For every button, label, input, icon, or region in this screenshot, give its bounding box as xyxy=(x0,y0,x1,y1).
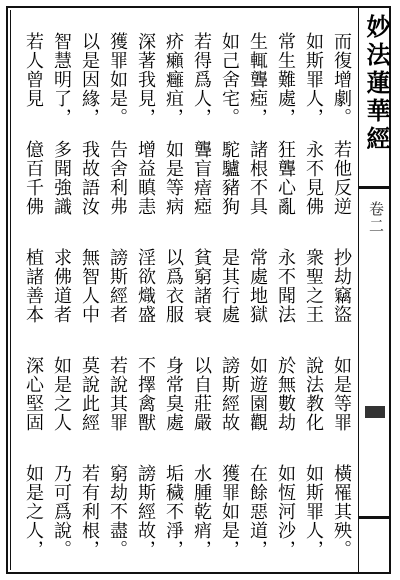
fishtail-mark-top xyxy=(359,186,391,189)
verse-line: 若人曾見 xyxy=(23,32,44,108)
verse-line: 疥癩癰疽， xyxy=(163,32,184,127)
verse-line: 莫說此經 xyxy=(79,356,100,432)
verse-line: 獲罪如是， xyxy=(219,464,240,559)
verse-line: 常生難處， xyxy=(275,32,296,127)
verse-line: 水腫乾痟， xyxy=(191,464,212,559)
verse-line: 告舍利弗 xyxy=(107,140,128,216)
verse-line: 植諸善本 xyxy=(23,248,44,324)
verse-line: 謗斯經故 xyxy=(219,356,240,432)
verse-line: 我故語汝 xyxy=(79,140,100,216)
verse-line: 增益瞋恚 xyxy=(135,140,156,216)
verse-line: 如斯罪人， xyxy=(303,464,324,559)
text-column-7 xyxy=(158,32,188,572)
verse-line: 智慧明了， xyxy=(51,32,72,127)
verse-line: 諸根不具 xyxy=(247,140,268,216)
verse-line: 深著我見， xyxy=(135,32,156,127)
verse-line: 不擇禽獸 xyxy=(135,356,156,432)
text-column-10 xyxy=(74,32,104,572)
verse-line: 垢穢不淨， xyxy=(163,464,184,559)
verse-line: 是其行處 xyxy=(219,248,240,324)
verse-line: 聾盲瘖瘂 xyxy=(191,140,212,216)
verse-line: 說法教化 xyxy=(303,356,324,432)
verse-line: 若得爲人， xyxy=(191,32,212,127)
verse-line: 深心堅固 xyxy=(23,356,44,432)
verse-line: 如遊園觀 xyxy=(247,356,268,432)
verse-line: 謗斯經者 xyxy=(107,248,128,324)
verse-line: 獲罪如是。 xyxy=(107,32,128,127)
text-column-3 xyxy=(270,32,300,572)
text-column-4 xyxy=(242,32,272,572)
verse-line: 求佛道者 xyxy=(51,248,72,324)
text-column-12 xyxy=(18,32,48,572)
verse-line: 以是因緣， xyxy=(79,32,100,127)
fishtail-mark-bottom xyxy=(359,516,391,519)
verse-line: 窮劫不盡。 xyxy=(107,464,128,559)
text-column-6 xyxy=(186,32,216,572)
verse-line: 在餘惡道， xyxy=(247,464,268,559)
verse-line: 如是之人， xyxy=(23,464,44,559)
text-column-11 xyxy=(46,32,76,572)
verse-line: 如恆河沙， xyxy=(275,464,296,559)
verse-line: 若有利根， xyxy=(79,464,100,559)
verse-line: 淫欲熾盛 xyxy=(135,248,156,324)
text-column-1 xyxy=(326,32,356,572)
verse-line: 多聞強識 xyxy=(51,140,72,216)
text-column-9 xyxy=(102,32,132,572)
verse-line: 乃可爲說。 xyxy=(51,464,72,559)
verse-line: 常處地獄 xyxy=(247,248,268,324)
verse-line: 身常臭處 xyxy=(163,356,184,432)
verse-line: 狂聾心亂 xyxy=(275,140,296,216)
verse-line: 無智人中 xyxy=(79,248,100,324)
verse-line: 衆聖之王 xyxy=(303,248,324,324)
verse-line: 以自莊嚴 xyxy=(191,356,212,432)
verse-line: 億百千佛 xyxy=(23,140,44,216)
verse-line: 如己舍宅。 xyxy=(219,32,240,127)
spine-bar xyxy=(365,406,385,418)
verse-line: 而復增劇。 xyxy=(331,32,352,127)
verse-line: 橫罹其殃。 xyxy=(331,464,352,559)
text-column-2 xyxy=(298,32,328,572)
verse-line: 謗斯經故， xyxy=(135,464,156,559)
verse-line: 如是等罪 xyxy=(331,356,352,432)
verse-line: 如斯罪人， xyxy=(303,32,324,127)
verse-line: 永不見佛 xyxy=(303,140,324,216)
verse-line: 永不聞法 xyxy=(275,248,296,324)
verse-line: 抄劫竊盜 xyxy=(331,248,352,324)
text-body xyxy=(11,10,356,575)
sutra-title: 妙法蓮華經 xyxy=(362,14,391,154)
verse-line: 於無數劫 xyxy=(275,356,296,432)
verse-line: 如是之人 xyxy=(51,356,72,432)
verse-line: 如是等病 xyxy=(163,140,184,216)
page-spine xyxy=(358,6,391,574)
verse-line: 若說其罪 xyxy=(107,356,128,432)
text-column-8 xyxy=(130,32,160,572)
fascicle-label: 卷二 xyxy=(367,201,385,235)
verse-line: 貧窮諸衰 xyxy=(191,248,212,324)
verse-line: 以爲衣服 xyxy=(163,248,184,324)
verse-line: 生輒聾瘂， xyxy=(247,32,268,127)
text-column-5 xyxy=(214,32,244,572)
verse-line: 若他反逆 xyxy=(331,140,352,216)
verse-line: 駝驢豬狗 xyxy=(219,140,240,216)
